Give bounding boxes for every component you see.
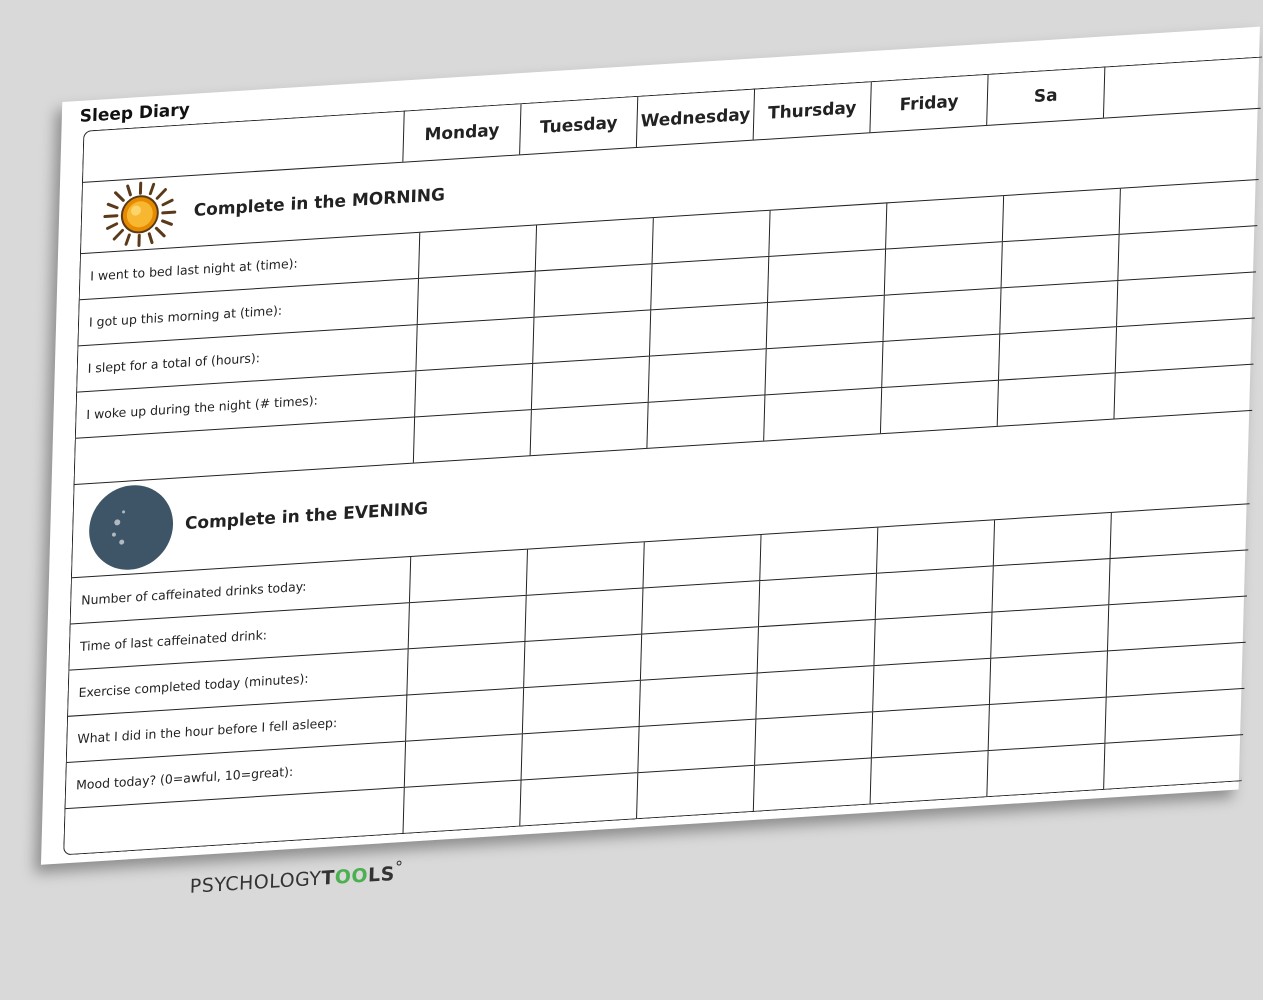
entry-cell[interactable] [643, 535, 761, 588]
entry-cell[interactable] [525, 588, 643, 641]
row-label: What I did in the hour before I fell asleep: [67, 695, 408, 762]
page-title: Sleep Diary [79, 99, 190, 127]
entry-cell[interactable] [641, 627, 759, 680]
entry-cell[interactable] [409, 596, 527, 649]
row-label: Mood today? (0=awful, 10=great): [65, 742, 406, 809]
entry-cell[interactable] [651, 257, 769, 310]
entry-cell[interactable] [767, 296, 885, 349]
entry-cell[interactable] [990, 651, 1108, 704]
morning-heading: Complete in the MORNING [193, 185, 446, 221]
entry-cell[interactable] [650, 303, 768, 356]
entry-cell[interactable] [1002, 235, 1120, 288]
day-header-wednesday: Wednesday [637, 89, 755, 147]
entry-cell[interactable] [404, 780, 522, 833]
psychology-tools-logo [189, 857, 403, 898]
entry-cell[interactable] [638, 720, 756, 773]
entry-cell[interactable] [640, 673, 758, 726]
entry-cell[interactable] [871, 751, 989, 804]
brand-text-o1: O [334, 865, 352, 889]
entry-cell[interactable] [410, 550, 528, 603]
row-label: I slept for a total of (hours): [77, 325, 418, 392]
entry-cell[interactable] [755, 712, 873, 765]
entry-cell[interactable] [884, 288, 1002, 341]
entry-cell[interactable] [999, 327, 1117, 380]
row-label: Time of last caffeinated drink: [69, 603, 410, 670]
entry-cell[interactable] [524, 635, 642, 688]
day-header-thursday: Thursday [754, 82, 872, 140]
entry-cell[interactable] [993, 559, 1111, 612]
row-label: Number of caffeinated drinks today: [71, 557, 412, 624]
entry-cell[interactable] [768, 250, 886, 303]
entry-cell[interactable] [881, 381, 999, 434]
brand-text-ls: LS [367, 862, 396, 887]
entry-cell[interactable] [1003, 189, 1121, 242]
entry-cell[interactable] [414, 410, 532, 463]
row-label: I woke up during the night (# times): [76, 371, 417, 438]
entry-cell[interactable] [760, 528, 878, 581]
diary-grid [63, 57, 1262, 856]
entry-cell[interactable] [405, 734, 523, 787]
entry-cell[interactable] [873, 659, 991, 712]
entry-cell[interactable] [994, 513, 1112, 566]
brand-text-t: T [321, 866, 336, 890]
entry-cell[interactable] [876, 566, 994, 619]
entry-cell[interactable] [534, 264, 652, 317]
entry-cell[interactable] [756, 666, 874, 719]
day-header-friday: Friday [870, 75, 988, 133]
entry-cell[interactable] [533, 310, 651, 363]
day-header-saturday: Sa [987, 67, 1105, 125]
entry-cell[interactable] [653, 211, 771, 264]
entry-cell[interactable] [874, 613, 992, 666]
evening-heading: Complete in the EVENING [184, 498, 429, 535]
entry-cell[interactable] [532, 357, 650, 410]
entry-cell[interactable] [642, 581, 760, 634]
entry-cell[interactable] [1000, 281, 1118, 334]
entry-cell[interactable] [754, 758, 872, 811]
entry-cell[interactable] [885, 242, 1003, 295]
entry-cell[interactable] [647, 395, 765, 448]
day-header-tuesday: Tuesday [520, 97, 638, 155]
row-label: Exercise completed today (minutes): [68, 649, 409, 716]
day-header-monday: Monday [403, 104, 521, 162]
entry-cell[interactable] [522, 727, 640, 780]
entry-cell[interactable] [886, 196, 1004, 249]
sleep-diary-sheet [41, 27, 1260, 898]
entry-cell[interactable] [419, 225, 537, 278]
moon-icon [84, 478, 178, 576]
row-label: I went to bed last night at (time): [80, 233, 421, 300]
entry-cell[interactable] [882, 335, 1000, 388]
entry-cell[interactable] [527, 542, 645, 595]
entry-cell[interactable] [418, 272, 536, 325]
brand-text-psychology: PSYCHOLOGY [189, 867, 322, 898]
entry-cell[interactable] [649, 349, 767, 402]
entry-cell[interactable] [759, 574, 877, 627]
entry-cell[interactable] [765, 342, 883, 395]
sun-icon [93, 172, 187, 256]
brand-mark: ° [394, 857, 404, 877]
entry-cell[interactable] [415, 364, 533, 417]
entry-cell[interactable] [406, 688, 524, 741]
entry-cell[interactable] [536, 218, 654, 271]
entry-cell[interactable] [531, 403, 649, 456]
entry-cell[interactable] [989, 698, 1107, 751]
entry-cell[interactable] [872, 705, 990, 758]
entry-cell[interactable] [758, 620, 876, 673]
row-label: I got up this morning at (time): [78, 279, 419, 346]
entry-cell[interactable] [407, 642, 525, 695]
entry-cell[interactable] [998, 373, 1116, 426]
entry-cell[interactable] [987, 744, 1105, 797]
brand-text-o2: O [351, 864, 369, 888]
entry-cell[interactable] [520, 773, 638, 826]
entry-cell[interactable] [877, 520, 995, 573]
entry-cell[interactable] [523, 681, 641, 734]
entry-cell[interactable] [637, 766, 755, 819]
entry-cell[interactable] [769, 203, 887, 256]
entry-cell[interactable] [416, 318, 534, 371]
entry-cell[interactable] [991, 605, 1109, 658]
entry-cell[interactable] [764, 388, 882, 441]
